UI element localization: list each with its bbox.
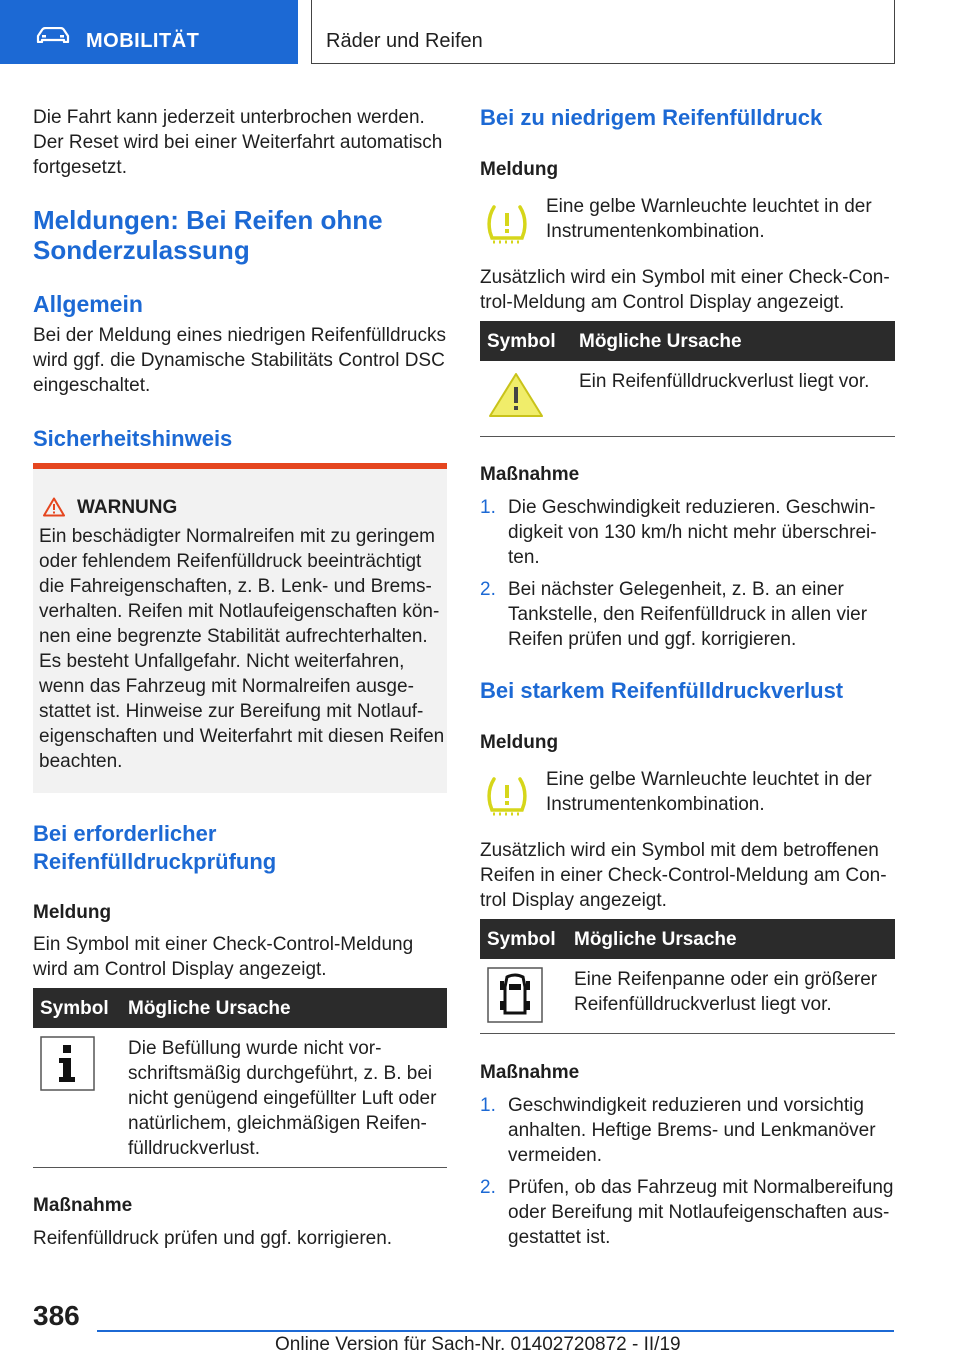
intro-paragraph: Die Fahrt kann jederzeit unterbrochen werden. Der Reset wird bei einer Weiterfahrt automatisch fortgesetzt. <box>33 107 443 178</box>
table-cell-cause: Eine Reifenpanne oder ein größerer Reifenfülldruckverlust liegt vor. <box>574 969 878 1015</box>
lamp-text-2: Eine gelbe Warnleuchte leuchtet in der Instrumentenkombination. <box>546 769 872 815</box>
col-cause: Mögliche Ursache <box>128 998 291 1019</box>
info-icon <box>40 1036 95 1091</box>
col-cause: Mögliche Ursache <box>579 331 742 352</box>
table-cell-cause: Ein Reifenfülldruckverlust liegt vor. <box>579 371 870 392</box>
yellow-warning-triangle-icon <box>487 371 545 419</box>
message-label-3: Meldung <box>480 732 559 753</box>
general-paragraph: Bei der Meldung eines niedrigen Reifenfülldrucks wird ggf. die Dynamische Stabilitäts Control DSC eingeschaltet. <box>33 325 446 396</box>
table-header <box>33 988 447 1028</box>
col-symbol: Symbol <box>487 331 556 352</box>
heading-safety: Sicherheitshinweis <box>33 426 233 451</box>
step-text: Prüfen, ob das Fahrzeug mit Normalbereifung oder Bereifung mit Notlaufeigenschaften ausgestattet ist. <box>508 1177 894 1248</box>
message-text: Ein Symbol mit einer Check-Control-Meldung wird am Control Display angezeigt. <box>33 934 414 980</box>
heading-general: Allgemein <box>33 291 143 317</box>
measure-label-2: Maßnahme <box>480 464 580 485</box>
warning-text: Ein beschädigter Normalreifen mit zu geringem oder fehlendem Reifenfülldruck beeinträchtigt die Fahreigenschaften, z. B. Lenk- und Bremsverhalten. Reifen mit Notlaufeigenschaften können eine begrenzte Stabilität aufrechterhalten. Es besteht Unfallgefahr. Nicht weiterfahren, wenn das Fahrzeug mit Normalreifen ausgestattet ist. Hinweise zur Bereifung mit Notlaufeigenschaften und Weiterfahrt mit diesen Reifen beachten. <box>39 526 445 772</box>
warning-box <box>33 463 447 793</box>
symbol-table-strong <box>480 919 895 1034</box>
table-header <box>480 321 895 361</box>
heading-strong-loss: Bei starkem Reifenfülldruckverlust <box>480 678 844 703</box>
step-number: 1. <box>480 497 496 518</box>
step-text: Bei nächster Gelegenheit, z. B. an einer Tankstelle, den Reifenfülldruck in allen vier Reifen prüfen und ggf. korrigieren. <box>508 579 868 650</box>
chapter-tab <box>311 0 895 64</box>
col-symbol: Symbol <box>40 998 109 1019</box>
table-header <box>480 919 895 959</box>
warning-title: WARNUNG <box>77 497 178 518</box>
extra-text: Zusätzlich wird ein Symbol mit einer Check-Control-Meldung am Control Display angezeigt. <box>480 267 890 313</box>
car-tire-indicator-icon <box>487 967 543 1023</box>
footer-rule <box>97 1330 894 1332</box>
car-icon <box>36 27 70 43</box>
symbol-table-low <box>480 321 895 437</box>
heading-low-pressure: Bei zu niedrigem Reifenfülldruck <box>480 105 823 130</box>
col-cause: Mögliche Ursache <box>574 929 737 950</box>
measure-text: Reifenfülldruck prüfen und ggf. korrigieren. <box>33 1228 393 1249</box>
table-rule <box>33 1167 447 1168</box>
warning-triangle-icon <box>43 497 65 517</box>
heading-pressure-check: Bei erforderlicher Reifenfülldruckprüfung <box>33 821 277 874</box>
message-label-2: Meldung <box>480 159 559 180</box>
lamp-text: Eine gelbe Warnleuchte leuchtet in der Instrumentenkombination. <box>546 196 872 242</box>
measure-label: Maßnahme <box>33 1195 133 1216</box>
online-version-text: Online Version für Sach-Nr. 01402720872 - II/19 <box>275 1334 681 1355</box>
table-rule <box>480 436 895 437</box>
step-number: 2. <box>480 579 496 600</box>
chapter-title: Räder und Reifen <box>326 30 483 52</box>
extra-text-2: Zusätzlich wird ein Symbol mit dem betroffenen Reifen in einer Check-Control-Meldung am Control Display angezeigt. <box>480 840 887 911</box>
page-number: 386 <box>33 1300 80 1331</box>
table-cell-cause: Die Befüllung wurde nicht vorschriftsmäßig durchgeführt, z. B. bei nicht genügend eingefüllter Luft oder natürlichem, gleichmäßigen Reifenfülldruckverlust. <box>128 1038 437 1159</box>
step-text: Geschwindigkeit reduzieren und vorsichtig anhalten. Heftige Brems- und Lenkmanöver vermeiden. <box>508 1095 876 1166</box>
col-symbol: Symbol <box>487 929 556 950</box>
section-title: MOBILITÄT <box>86 30 200 52</box>
symbol-table-check <box>33 988 447 1168</box>
message-label: Meldung <box>33 902 112 923</box>
table-rule <box>480 1033 895 1034</box>
step-number: 2. <box>480 1177 496 1198</box>
measure-label-3: Maßnahme <box>480 1062 580 1083</box>
section-tab <box>0 0 298 64</box>
heading-messages: Meldungen: Bei Reifen ohne Sonderzulassung <box>33 205 383 265</box>
tire-pressure-warning-icon <box>484 776 530 818</box>
tire-pressure-warning-icon <box>484 204 530 246</box>
step-text: Die Geschwindigkeit reduzieren. Geschwindigkeit von 130 km/h nicht mehr überschreiten. <box>508 497 877 568</box>
step-number: 1. <box>480 1095 496 1116</box>
